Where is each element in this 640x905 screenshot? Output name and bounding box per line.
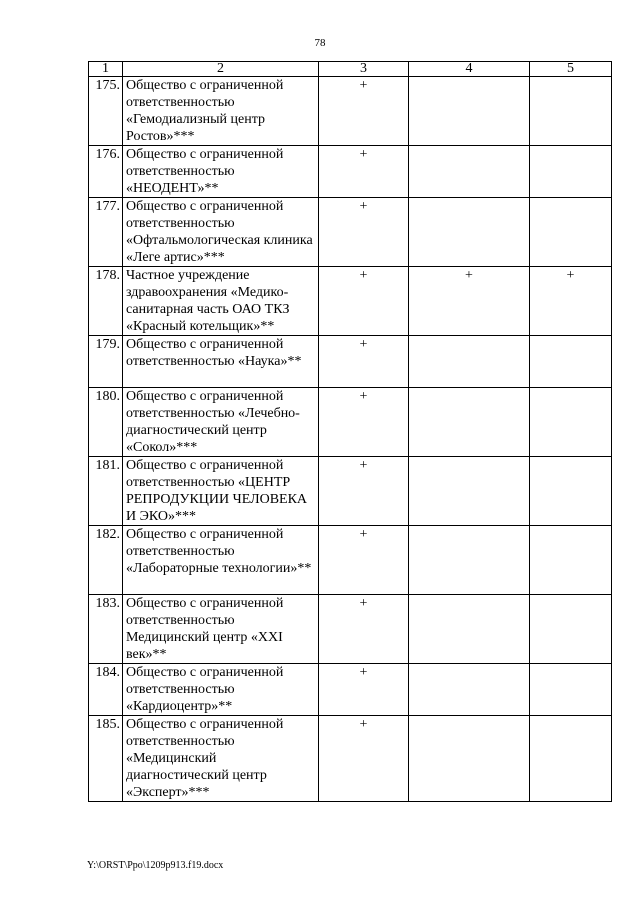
- column-3-mark: +: [319, 664, 409, 716]
- organization-name: Общество с ограниченной ответственностью «Кардиоцентр»**: [123, 664, 319, 716]
- organization-name: Общество с ограниченной ответственностью «Лечебно-диагностический центр «Сокол»***: [123, 388, 319, 457]
- column-4-mark: [409, 457, 530, 526]
- column-4-mark: [409, 526, 530, 595]
- column-5-mark: [530, 716, 612, 802]
- page-number: 78: [314, 37, 326, 49]
- column-header: 2: [123, 62, 319, 77]
- organization-name: Общество с ограниченной ответственностью «НЕОДЕНТ»**: [123, 146, 319, 198]
- row-number: 175.: [89, 77, 123, 146]
- organization-name: Общество с ограниченной ответственностью «ЦЕНТР РЕПРОДУКЦИИ ЧЕЛОВЕКА И ЭКО»***: [123, 457, 319, 526]
- column-4-mark: [409, 336, 530, 388]
- row-number: 177.: [89, 198, 123, 267]
- row-number: 178.: [89, 267, 123, 336]
- organization-name: Общество с ограниченной ответственностью Медицинский центр «XXI век»**: [123, 595, 319, 664]
- column-5-mark: [530, 595, 612, 664]
- organization-name: Общество с ограниченной ответственностью «Гемодиализный центр Ростов»***: [123, 77, 319, 146]
- column-5-mark: [530, 146, 612, 198]
- organization-name: Общество с ограниченной ответственностью «Медицинский диагностический центр «Эксперт»***: [123, 716, 319, 802]
- row-number: 184.: [89, 664, 123, 716]
- table-row: [89, 198, 612, 267]
- column-header: 5: [530, 62, 612, 77]
- table-row: [89, 388, 612, 457]
- column-3-mark: +: [319, 267, 409, 336]
- column-4-mark: [409, 146, 530, 198]
- column-3-mark: +: [319, 77, 409, 146]
- column-5-mark: [530, 457, 612, 526]
- table-row: [89, 146, 612, 198]
- column-3-mark: +: [319, 388, 409, 457]
- column-4-mark: [409, 388, 530, 457]
- table-row: [89, 336, 612, 388]
- table-row: [89, 526, 612, 595]
- column-3-mark: +: [319, 595, 409, 664]
- row-number: 183.: [89, 595, 123, 664]
- column-3-mark: +: [319, 716, 409, 802]
- organization-name: Общество с ограниченной ответственностью «Наука»**: [123, 336, 319, 388]
- column-3-mark: +: [319, 198, 409, 267]
- table-row: [89, 457, 612, 526]
- column-5-mark: [530, 77, 612, 146]
- column-5-mark: [530, 664, 612, 716]
- organization-name: Общество с ограниченной ответственностью «Офтальмологическая клиника «Леге артис»***: [123, 198, 319, 267]
- column-3-mark: +: [319, 526, 409, 595]
- row-number: 176.: [89, 146, 123, 198]
- registry-table: [88, 61, 612, 802]
- row-number: 181.: [89, 457, 123, 526]
- column-5-mark: [530, 336, 612, 388]
- column-5-mark: +: [530, 267, 612, 336]
- column-4-mark: [409, 77, 530, 146]
- table-row: [89, 595, 612, 664]
- column-3-mark: +: [319, 336, 409, 388]
- footer-file-path: Y:\ORST\Ppo\1209p913.f19.docx: [87, 860, 224, 871]
- organization-name: Частное учреждение здравоохранения «Медико-санитарная часть ОАО ТКЗ «Красный котельщик»**: [123, 267, 319, 336]
- table-row: [89, 267, 612, 336]
- table-row: [89, 716, 612, 802]
- table-header-row: [89, 62, 612, 77]
- row-number: 179.: [89, 336, 123, 388]
- column-4-mark: [409, 664, 530, 716]
- column-5-mark: [530, 526, 612, 595]
- table-row: [89, 77, 612, 146]
- column-5-mark: [530, 198, 612, 267]
- column-header: 4: [409, 62, 530, 77]
- column-4-mark: [409, 595, 530, 664]
- column-header: 1: [89, 62, 123, 77]
- row-number: 180.: [89, 388, 123, 457]
- organization-name: Общество с ограниченной ответственностью «Лабораторные технологии»**: [123, 526, 319, 595]
- column-header: 3: [319, 62, 409, 77]
- row-number: 182.: [89, 526, 123, 595]
- column-4-mark: [409, 716, 530, 802]
- row-number: 185.: [89, 716, 123, 802]
- column-4-mark: +: [409, 267, 530, 336]
- column-5-mark: [530, 388, 612, 457]
- table-row: [89, 664, 612, 716]
- column-4-mark: [409, 198, 530, 267]
- column-3-mark: +: [319, 457, 409, 526]
- column-3-mark: +: [319, 146, 409, 198]
